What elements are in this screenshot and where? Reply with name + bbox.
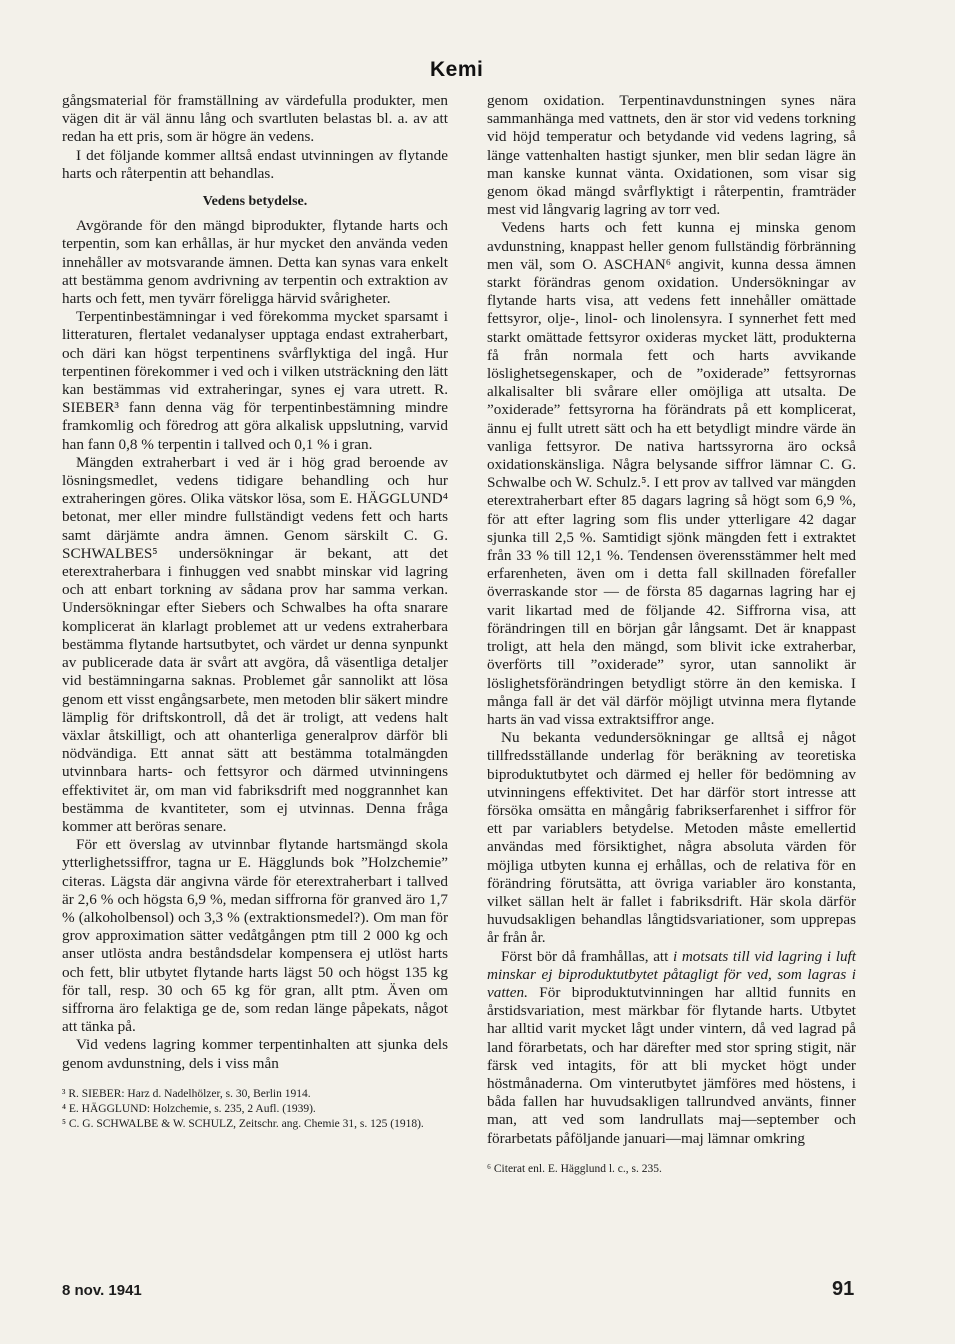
paragraph: För ett överslag av utvinnbar flytande hartsmängd skola ytterlighetssiffror, tagna ur E. Hägglunds bok ”Holzchemie” citeras. Lägsta där angivna värde för eterextraherbart i tallved är 2,6 % och högsta 6,9 %, medan siffrorna för granved äro 1,7 % (alkoholbensol) och 3,3 % (extraktionsmedel?). Om man för grov approximation sätter vedåtgången ptm till 2 000 kg och anser utlösta andra beståndsdelar kompensera ej utlöst harts och fett, blir utbytet flytande harts lägst 50 och högst 135 kg för tall, resp. 30 och 65 kg för gran, allt ptm. Även om siffrorna äro felaktiga ge de, som redan länge påpekats, något att tänka på.: [62, 836, 448, 1036]
paragraph: I det följande kommer alltså endast utvinningen av flytande harts och råterpentin att behandlas.: [62, 146, 448, 182]
paragraph: Mängden extraherbart i ved är i hög grad beroende av lösningsmedlet, vedens tidigare behandling och hur extraheringen göres. Olika vätskor lösa, som E. HÄGGLUND⁴ betonat, mer eller mindre fullständigt vedens fett och harts samt därjämte andra ämnen. Genom särskilt C. G. SCHWALBES⁵ undersökningar är bekant, att det eterextraherbara i finhuggen ved snabbt minskar vid lagring och att enbart torkning av sådana prov har samma verkan. Undersökningar efter Siebers och Schwalbes ha ofta snarare komplicerat än klarlagt problemet att ur vedens extraherbara bestämma flytande hartsutbytet, och värdet ur denna synpunkt av publicerade data är svårt att avgöra, då väsentliga detaljer vid bestämningarna saknas. Problemet går sannolikt att lösa genom ett visst engångsarbete, men metoden blir säkert mindre lämplig för driftskontroll, då det är troligt, att vedens halt växlar åtskilligt, och att ohanterliga generalprov därför bli nödvändiga. Ett annat sätt att bestämma totalmängden utvinnbara harts- och fettsyror och därmed utvinningens effektivitet är, om man vid fabriksdrift med noggrannhet kan bestämma de kvantiteter, som ej utvinnas. Denna fråga kommer att beröras senare.: [62, 453, 448, 835]
footnote: ⁵ C. G. SCHWALBE & W. SCHULZ, Zeitschr. ang. Chemie 31, s. 125 (1918).: [62, 1117, 424, 1130]
paragraph: Vid vedens lagring kommer terpentinhalten att sjunka dels genom avdunstning, dels i viss mån: [62, 1036, 448, 1072]
paragraph-intro: Först bör då framhållas, att: [501, 947, 673, 965]
emphasized-text: i motsats till vid lagring i luft minskar ej biproduktutbytet påtagligt för ved, som lagras i vatten.: [487, 947, 856, 1001]
issue-date: 8 nov. 1941: [62, 1282, 142, 1299]
footnotes-right: [487, 1162, 856, 1177]
paragraph-rest: För biproduktutvinningen har alltid funnits en årstidsvariation, mest märkbar för flytande harts. Utbytet har alltid varit mycket lågt under vintern, då ved lagrad på land förarbetats, och har därefter med stor spring stigit, när färsk ved intagits, för att bli mycket högt under höstmånaderna. Om vinterutbytet jämföres med höstens, i båda fallen har huvudsakligen tallrundved använts, finner man, att ved som landrullats maj—september och förarbetats påföljande januari—maj lämnar omkring: [487, 983, 856, 1147]
footnotes-left: [62, 1087, 448, 1132]
right-column: [487, 92, 856, 1177]
footnote: ⁴ E. HÄGGLUND: Holzchemie, s. 235, 2 Aufl. (1939).: [62, 1102, 316, 1115]
subheading: Vedens betydelse.: [202, 194, 308, 210]
left-column: [62, 92, 448, 1132]
paragraph: [487, 948, 856, 1148]
footnote: ³ R. SIEBER: Harz d. Nadelhölzer, s. 30, Berlin 1914.: [62, 1087, 311, 1100]
page-number: 91: [832, 1278, 855, 1300]
paragraph: Avgörande för den mängd biprodukter, flytande harts och terpentin, som kan erhållas, är hur mycket den använda veden innehåller av motsvarande ämnen. Detta kan synas vara enkelt att bestämma genom avdrivning av terpentin och extraktion av harts och fett, men tyvärr föreligga härvid svårigheter.: [62, 217, 448, 308]
paragraph: Nu bekanta vedundersökningar ge alltså ej något tillfredsställande underlag för beräkning av teoretiska biproduktutbytet och därmed ej heller för bedömning av utvinningens effektivitet. Det har därför stort intresse att försöka omsätta en mångårig fabrikserfarenhet i siffror för ett par variablers betydelse. Metoden måste emellertid användas med försiktighet, några absoluta värden för möjliga utbyten kunna ej erhållas, och de relativa för en förändring förutsätta, att övriga variabler äro konstanta, vilket sällan helt är fallet i fabriksdrift. Här skola därför huvudsakligen behandlas långtidsvariationer, som upprepas år från år.: [487, 729, 856, 947]
footnote: ⁶ Citerat enl. E. Hägglund l. c., s. 235.: [487, 1162, 662, 1175]
paragraph: genom oxidation. Terpentinavdunstningen synes nära sammanhänga med vattnets, den är stor vid vedens torkning vid höjd temperatur och betydande vid vedens lagring, så länge vattenhalten hastigt sjunker, men blir sedan lägre än man kanske kunnat vänta. Oxidationen, som visar sig genom ökad mängd svårflyktigt i råterpentin, framträder mest vid långvarig lagring av torr ved.: [487, 92, 856, 219]
section-title: Kemi: [430, 58, 484, 81]
paragraph: gångsmaterial för framställning av värdefulla produkter, men vägen dit är väl ännu lång och svartluten belastas bl. a. av att redan ha ett pris, som är högre än vedens.: [62, 92, 448, 146]
paragraph: Terpentinbestämningar i ved förekomma mycket sparsamt i litteraturen, flertalet vedanalyser upptaga endast extraherbart, och däri kan högst terpentinens svårflyktiga del ingå. Hur terpentinen förekommer i ved och i vilken utsträckning den lätt kan bestämmas vid extraheringar, synes ej vara utrett. R. SIEBER³ fann denna väg för terpentinbestämning mindre framkomlig och föredrog att göra alkalisk uppslutning, varvid han fann 0,8 % terpentin i tallved och 0,1 % i gran.: [62, 308, 448, 453]
paragraph: Vedens harts och fett kunna ej minska genom avdunstning, knappast heller genom fullständig förbränning men väl, som O. ASCHAN⁶ angivit, kunna dessa ämnen starkt förändras genom oxidation. Undersökningar av flytande harts visa, att vedens fett innehåller omättade fettsyror, olje-, linol- och linolensyra. I synnerhet fett med starkt omättade fettsyror oxideras mycket lätt, produkterna få från normala fett och harts avvikande löslighetsegenskaper, och de ”oxiderade” fettsyrornas alkalisalter bli svårare eller omöjliga att utsalta. De ”oxiderade” fettsyrorna ha förändrats på ett komplicerat, ännu ej fullt utrett sätt och ha ett betydligt mindre värde än vanliga fettsyror. De nativa hartssyrorna äro också oxidationskänsliga. Några belysande siffror lämnar C. G. Schwalbe och W. Schulz.⁵. I ett prov av tallved var mängden eterextraherbart efter 85 dagars lagring så högt som 6,9 %, för att efter lagring som flis under ytterligare 42 dagar sjunka till 2,5 %. Samtidigt sjönk mängden fett i extraktet från 33 % till 12,1 %. Tendensen överensstämmer helt med erfarenheten, även om i detta fall skillnaden förefaller överraskande stor — de första 85 dagarnas lagring har ej varit likartad med de följande 42. Siffrorna visa, att förändringen till en början går långsamt. Det är knappast troligt, att hela den mängd, som blivit icke extraherbar, överförts till ”oxiderade” syror, utan sannolikt är löslighetsförändringen betydligt större än den kemiska. I många fall är det väl därför möjligt utvinna mera flytande harts än vad vissa extraktsiffror ange.: [487, 219, 856, 728]
